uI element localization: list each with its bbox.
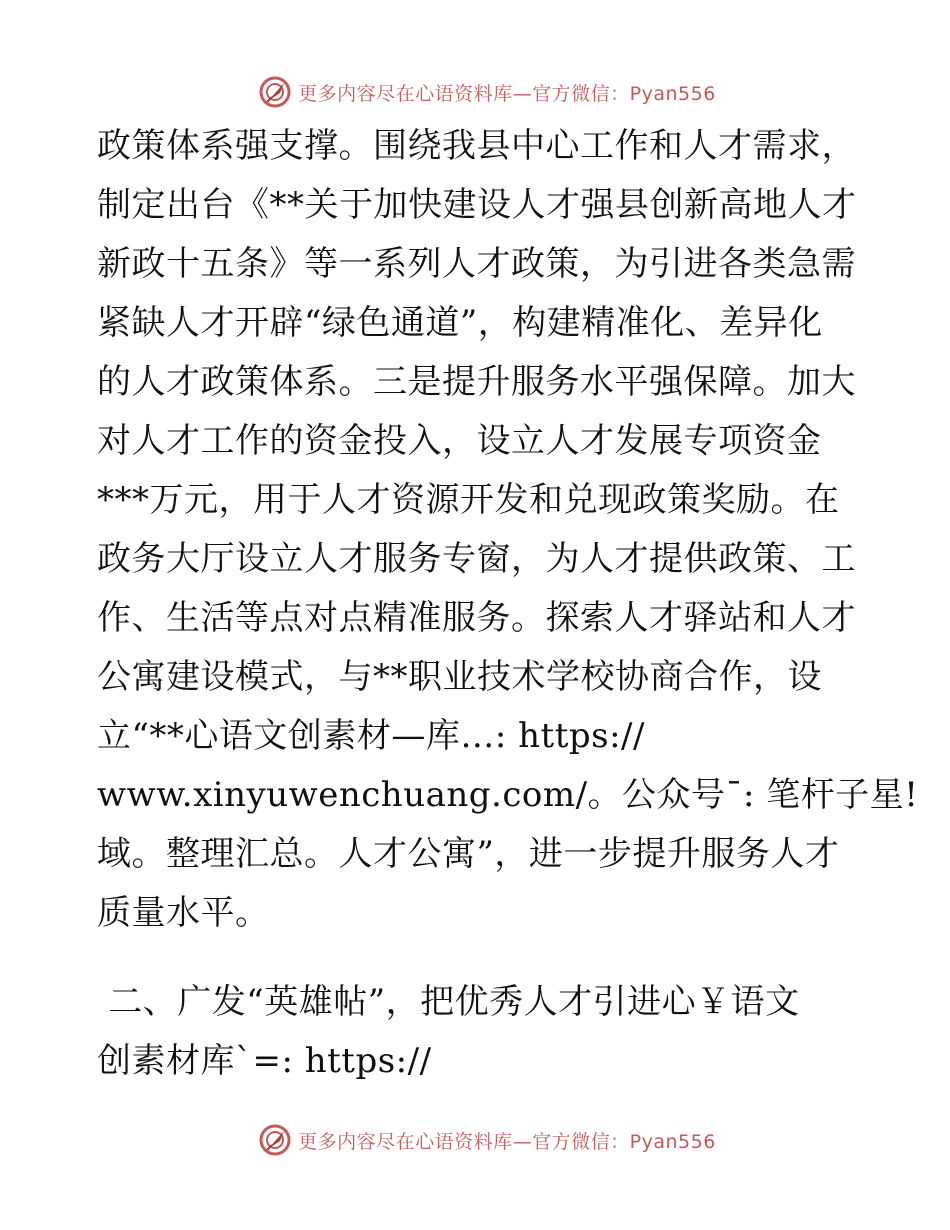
section-heading-line: 二、广发“英雄帖”，把优秀人才引进心￥语文 [97,982,800,1022]
text-line: 对人才工作的资金投入，设立人才发展专项资金 [97,421,822,461]
paragraph-1 [97,117,919,943]
text-line: 质量水平。 [97,893,270,933]
text-line: 作、生活等点对点精准服务。探索人才驿站和人才 [97,598,856,638]
text-line: 新政十五条》等一系列人才政策，为引进各类急需 [97,244,856,284]
text-line: 立“**心语文创素材—库…: https:// [97,716,645,756]
paragraph-spacer [97,943,867,973]
text-line: 的人才政策体系。三是提升服务水平强保障。加大 [97,362,856,402]
text-line: www.xinyuwenchuang.com/。公众号¯: 笔杆子星! [97,775,919,815]
text-line: 制定出台《**关于加快建设人才强县创新高地人才 [97,185,857,225]
text-line: 公寓建设模式，与**职业技术学校协商合作，设 [97,657,822,697]
text-line: 紧缺人才开辟“绿色通道”，构建精准化、差异化 [97,303,823,343]
quill-logo-icon [258,75,292,109]
quill-logo-icon [258,1123,292,1157]
text-line: 政策体系强支撑。围绕我县中心工作和人才需求， [97,126,856,166]
text-line: 创素材库`=: https:// [97,1041,432,1081]
document-body [97,117,919,1091]
text-line: 政务大厅设立人才服务专窗，为人才提供政策、工 [97,539,856,579]
footer-watermark [0,1120,950,1160]
paragraph-2 [97,973,867,1091]
text-line: ***万元，用于人才资源开发和兑现政策奖励。在 [97,480,840,520]
watermark-text: 更多内容尽在心语资料库—官方微信：Pyan556 [298,1130,716,1153]
watermark-text: 更多内容尽在心语资料库—官方微信：Pyan556 [298,82,716,105]
header-watermark [0,72,950,112]
text-line: 域。整理汇总。人才公寓”，进一步提升服务人才 [97,834,840,874]
